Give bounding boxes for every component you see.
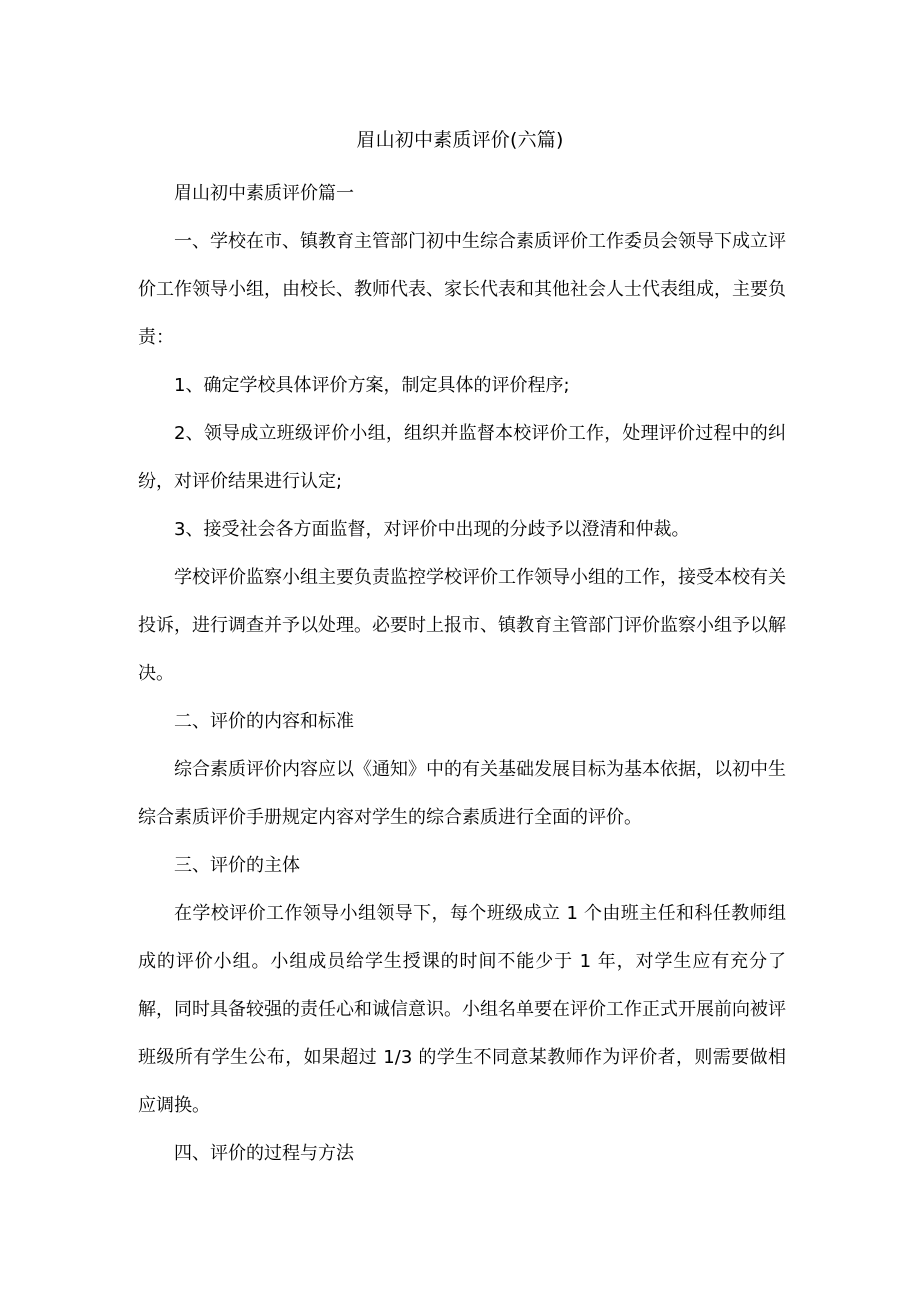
document-title: 眉山初中素质评价(六篇) <box>356 129 564 151</box>
paragraph-content-standards: 综合素质评价内容应以《通知》中的有关基础发展目标为基本依据，以初中生综合素质评价手册规定内容对学生的综合素质进行全面的评价。 <box>138 759 786 828</box>
list-item-duty-1: 1、确定学校具体评价方案，制定具体的评价程序; <box>174 375 570 396</box>
section-heading-part-one: 眉山初中素质评价篇一 <box>174 183 354 204</box>
paragraph-supervision-group: 学校评价监察小组主要负责监控学校评价工作领导小组的工作，接受本校有关投诉，进行调查并予以处理。必要时上报市、镇教育主管部门评价监察小组予以解决。 <box>138 567 786 684</box>
section-heading-process-methods: 四、评价的过程与方法 <box>174 1143 354 1164</box>
list-item-duty-2: 2、领导成立班级评价小组，组织并监督本校评价工作，处理评价过程中的纠纷，对评价结果进行认定; <box>138 423 786 492</box>
paragraph-evaluation-subject: 在学校评价工作领导小组领导下，每个班级成立 1 个由班主任和科任教师组成的评价小组。小组成员给学生授课的时间不能少于 1 年，对学生应有充分了解，同时具备较强的责任心和诚信意识。小组名单要在评价工作正式开展前向被评班级所有学生公布，如果超过 1/3 的学生不同意某教师作为评价者，则需要做相应调换。 <box>138 903 786 1116</box>
paragraph-leadership-group: 一、学校在市、镇教育主管部门初中生综合素质评价工作委员会领导下成立评价工作领导小组，由校长、教师代表、家长代表和其他社会人士代表组成，主要负责： <box>138 231 786 348</box>
section-heading-content-standards: 二、评价的内容和标准 <box>174 711 354 732</box>
document-body <box>138 170 786 1178</box>
list-item-duty-3: 3、接受社会各方面监督，对评价中出现的分歧予以澄清和仲裁。 <box>174 519 690 540</box>
section-heading-evaluation-subject: 三、评价的主体 <box>174 855 300 876</box>
